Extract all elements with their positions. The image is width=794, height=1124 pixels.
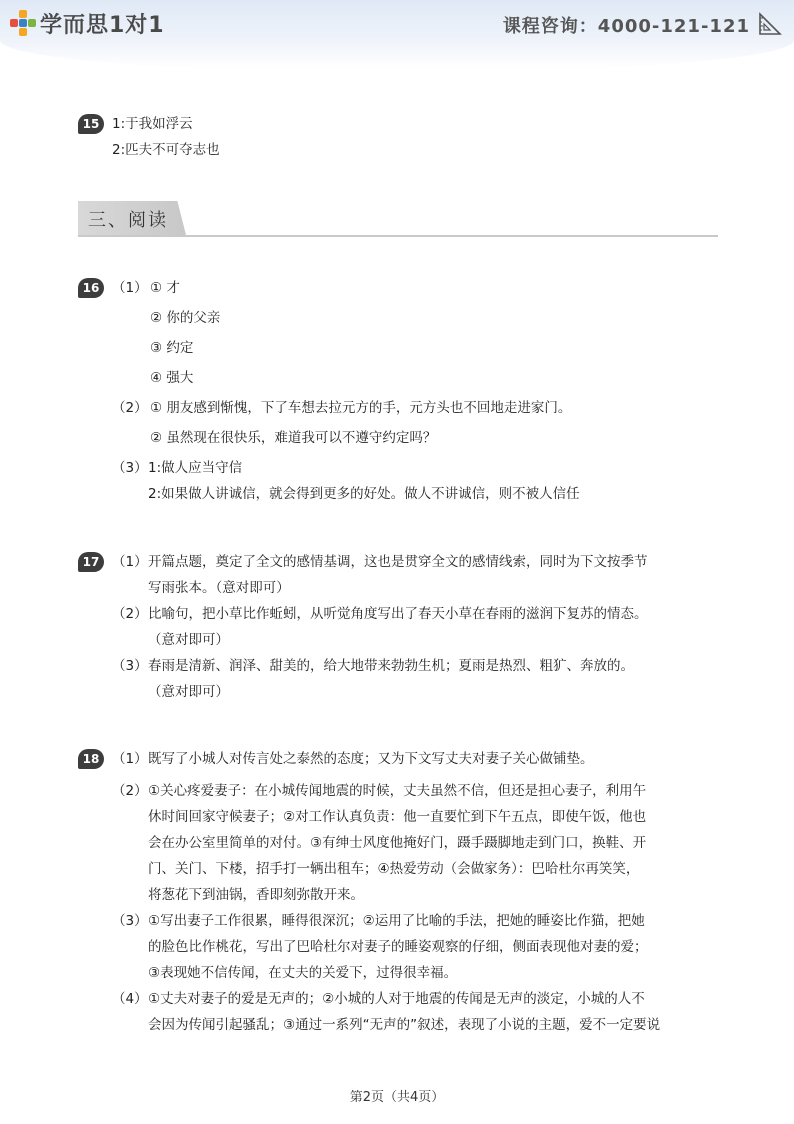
logo-mark-icon [10, 10, 36, 36]
sub-question-label: （2） [112, 783, 148, 799]
sub-question-label: （2） [112, 606, 148, 622]
answer-line: 会在办公室里简单的对付。③有绅士风度他掩好门，蹑手蹑脚地走到门口，换鞋、开 [148, 835, 647, 851]
sub-question-label: （3） [112, 460, 148, 476]
answer-line: ①丈夫对妻子的爱是无声的；②小城的人对于地震的传闻是无声的淡定，小城的人不 [148, 991, 645, 1007]
answer-line: ② 虽然现在很快乐，难道我可以不遵守约定吗？ [150, 430, 437, 446]
answer-line: 2:如果做人讲诚信，就会得到更多的好处。做人不讲诚信，则不被人信任 [148, 486, 580, 502]
answer-line: ③表现她不信传闻，在丈夫的关爱下，过得很幸福。 [148, 965, 458, 981]
sub-question-label: （4） [112, 991, 148, 1007]
answer-line: ① 才 [150, 280, 180, 296]
answer-line: 1:做人应当守信 [148, 460, 243, 476]
answer-line: 春雨是清新、润泽、甜美的，给大地带来勃勃生机；夏雨是热烈、粗犷、奔放的。 [148, 658, 634, 674]
question-number-badge: 15 [78, 114, 104, 134]
question-number-badge: 17 [78, 552, 104, 572]
answer-line: 2:匹夫不可夺志也 [112, 142, 220, 158]
answer-line: 开篇点题，奠定了全文的感情基调，这也是贯穿全文的感情线索，同时为下文按季节 [148, 554, 648, 570]
answer-line: 休时间回家守候妻子；②对工作认真负责：他一直要忙到下午五点，即使午饭，他也 [148, 809, 647, 825]
answer-line: 既写了小城人对传言处之泰然的态度；又为下文写丈夫对妻子关心做铺垫。 [148, 751, 594, 767]
answer-line: ①关心疼爱妻子：在小城传闻地震的时候，丈夫虽然不信，但还是担心妻子，利用午 [148, 783, 647, 799]
logo-text: 学而思1对1 [40, 12, 165, 38]
answer-line: 的脸色比作桃花，写出了巴哈杜尔对妻子的睡姿观察的仔细，侧面表现他对妻的爱； [148, 939, 648, 955]
answer-line: （意对即可） [148, 684, 229, 700]
answer-line: （意对即可） [148, 632, 229, 648]
page-number: 第2页（共4页） [349, 1090, 445, 1105]
sub-question-label: （3） [112, 658, 148, 674]
section-header [78, 201, 718, 237]
answer-line: ①写出妻子工作很累，睡得很深沉；②运用了比喻的手法，把她的睡姿比作猫，把她 [148, 913, 645, 929]
sub-question-label: （1） [112, 280, 148, 296]
ruler-triangle-icon [758, 12, 782, 36]
answer-line: 比喻句，把小草比作蚯蚓，从听觉角度写出了春天小草在春雨的滋润下复苏的情态。 [148, 606, 648, 622]
answer-line: 会因为传闻引起骚乱；③通过一系列“无声的”叙述，表现了小说的主题，爱不一定要说 [148, 1017, 661, 1033]
answer-line: 1:于我如浮云 [112, 116, 193, 132]
brand-logo [10, 8, 165, 38]
page-header [0, 0, 794, 70]
sub-question-label: （3） [112, 913, 148, 929]
answer-line: 门、关门、下楼，招手打一辆出租车；④热爱劳动（会做家务）：巴哈杜尔再笑笑， [148, 861, 640, 877]
answer-line: 将葱花下到油锅，香即刻弥散开来。 [148, 887, 364, 903]
sub-question-label: （2） [112, 400, 148, 416]
sub-question-label: （1） [112, 554, 148, 570]
answer-line: ④ 强大 [150, 370, 194, 386]
question-number-badge: 16 [78, 278, 104, 298]
course-hotline: 课程咨询：4000-121-121 [502, 16, 750, 37]
question-number-badge: 18 [78, 749, 104, 769]
answer-line: ① 朋友感到惭愧，下了车想去拉元方的手，元方头也不回地走进家门。 [150, 400, 572, 416]
sub-question-label: （1） [112, 751, 148, 767]
section-title: 三、阅读 [88, 210, 168, 231]
answer-line: ② 你的父亲 [150, 310, 221, 326]
answer-line: ③ 约定 [150, 340, 194, 356]
answer-line: 写雨张本。（意对即可） [148, 580, 290, 596]
